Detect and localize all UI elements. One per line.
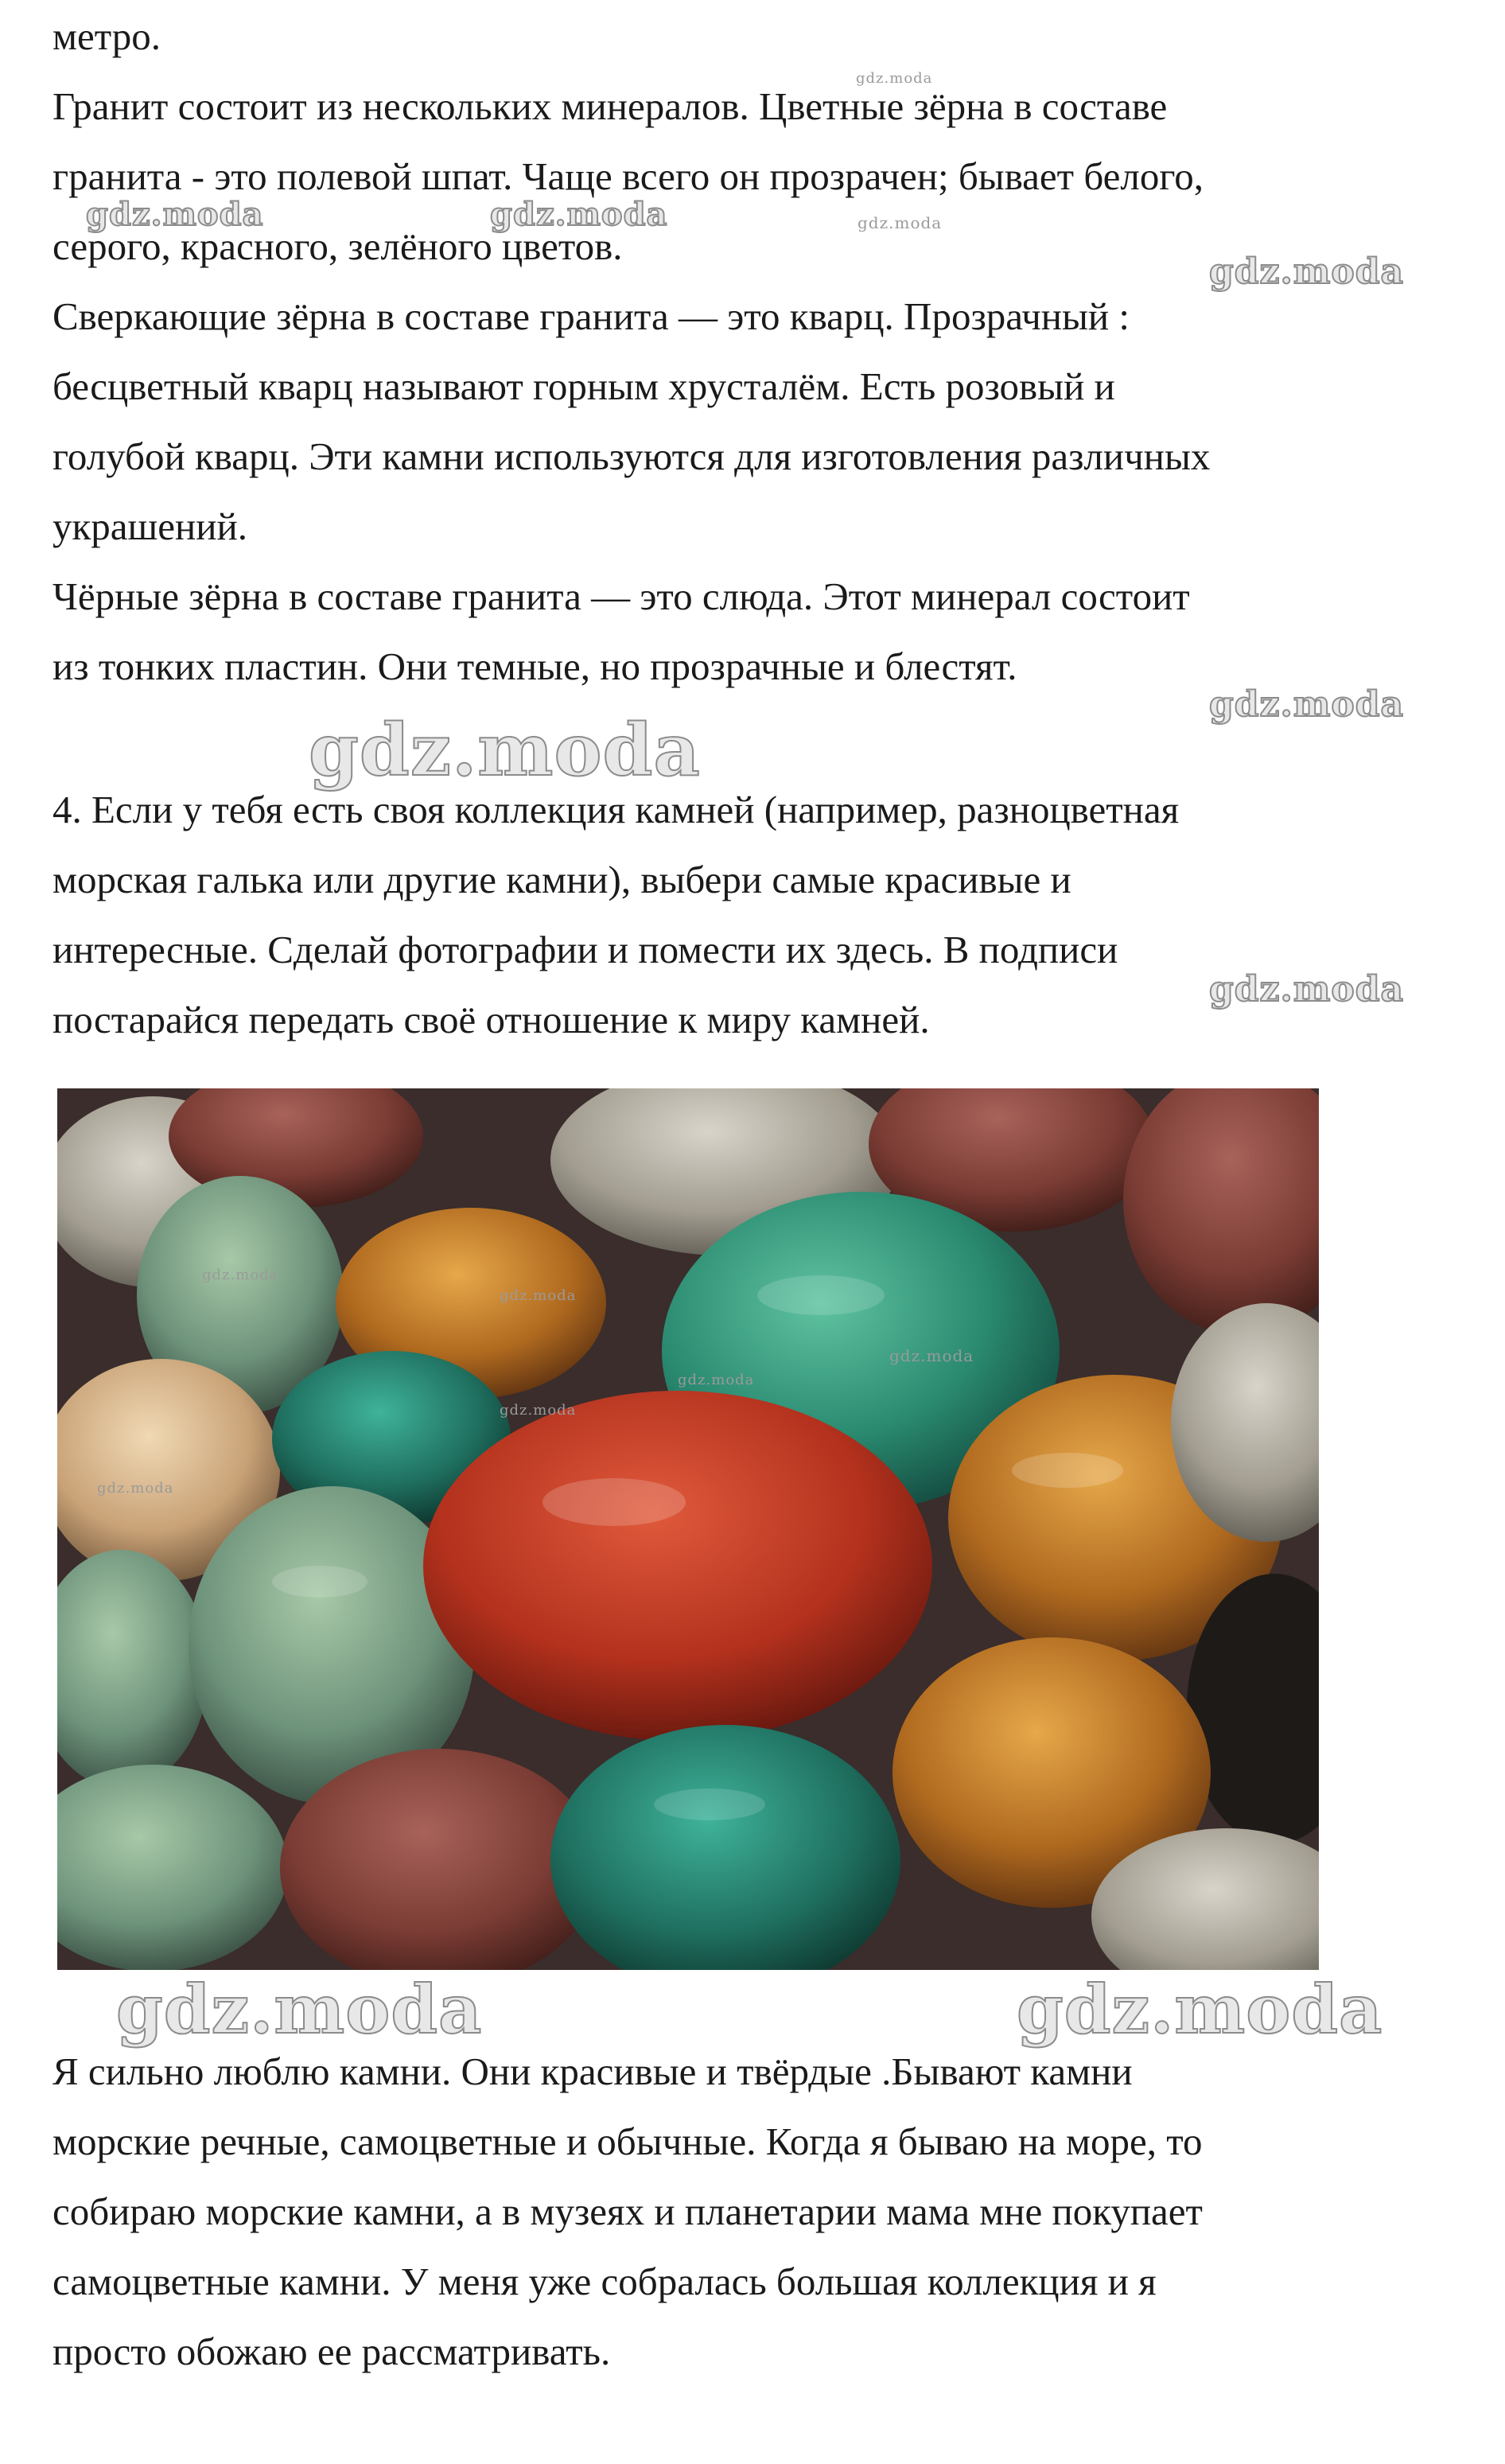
watermark: gdz.moda xyxy=(86,196,264,233)
text-line: серого, красного, зелёного цветов. xyxy=(52,224,623,268)
watermark: gdz.moda xyxy=(97,1480,174,1497)
text-line: морская галька или другие камни), выбери самые красивые и xyxy=(52,858,1071,901)
watermark: gdz.moda xyxy=(889,1346,974,1365)
text-line: Сверкающие зёрна в составе гранита — это кварц. Прозрачный : xyxy=(52,294,1130,338)
paragraph-quartz xyxy=(52,282,1452,562)
text-line: просто обожаю ее рассматривать. xyxy=(52,2330,611,2373)
text-line: украшений. xyxy=(52,504,247,548)
paragraph-metro xyxy=(52,2,1452,72)
text-line: постарайся передать своё отношение к миру камней. xyxy=(52,998,930,1041)
text-line: 4. Если у тебя есть своя коллекция камней (например, разноцветная xyxy=(52,788,1180,831)
watermark: gdz.moda xyxy=(856,70,933,87)
text-line: Я сильно люблю камни. Они красивые и твёрдые .Бывают камни xyxy=(52,2049,1133,2093)
watermark: gdz.moda xyxy=(116,1970,483,2049)
watermark: gdz.moda xyxy=(1209,684,1405,725)
stones-photo xyxy=(57,1088,1319,1970)
watermark: gdz.moda xyxy=(678,1372,755,1388)
text-line: гранита - это полевой шпат. Чаще всего он прозрачен; бывает белого, xyxy=(52,154,1204,198)
text-line: собираю морские камни, а в музеях и планетарии мама мне покупает xyxy=(52,2190,1203,2233)
paragraph-granite-feldspar xyxy=(52,72,1452,282)
text-line: Гранит состоит из нескольких минералов. Цветные зёрна в составе xyxy=(52,84,1168,128)
watermark: gdz.moda xyxy=(309,708,701,792)
text-line: морские речные, самоцветные и обычные. Когда я бываю на море, то xyxy=(52,2120,1203,2163)
text-line: голубой кварц. Эти камни используются для изготовления различных xyxy=(52,434,1211,478)
paragraph-task-4 xyxy=(52,775,1452,1055)
watermark: gdz.moda xyxy=(1209,251,1405,292)
paragraph-my-collection xyxy=(52,2037,1452,2387)
paragraph-mica xyxy=(52,562,1452,702)
text-line: Чёрные зёрна в составе гранита — это слюда. Этот минерал состоит xyxy=(52,574,1190,618)
watermark: gdz.moda xyxy=(858,213,943,232)
watermark: gdz.moda xyxy=(1017,1970,1383,2049)
watermark: gdz.moda xyxy=(202,1267,279,1283)
text-line: самоцветные камни. У меня уже собралась большая коллекция и я xyxy=(52,2260,1157,2303)
watermark: gdz.moda xyxy=(1209,969,1405,1010)
text-line: метро. xyxy=(52,14,161,58)
watermark: gdz.moda xyxy=(490,196,668,233)
text-line: бесцветный кварц называют горным хрусталём. Есть розовый и xyxy=(52,364,1115,408)
stones-photo-illustration xyxy=(57,1088,1319,1970)
text-line: из тонких пластин. Они темные, но прозрачные и блестят. xyxy=(52,644,1017,688)
text-line: интересные. Сделай фотографии и помести их здесь. В подписи xyxy=(52,928,1118,971)
watermark: gdz.moda xyxy=(500,1287,577,1304)
watermark: gdz.moda xyxy=(500,1402,577,1419)
